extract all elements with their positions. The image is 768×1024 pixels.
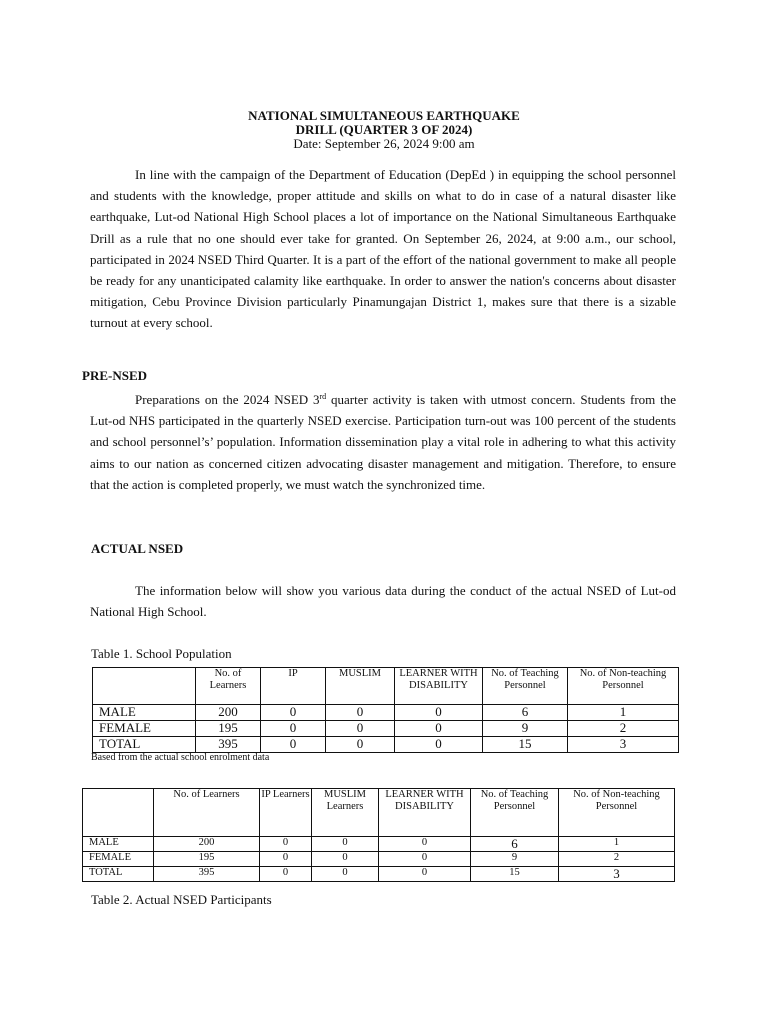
pre-nsed-text-start: Preparations on the 2024 NSED 3 [135,392,320,407]
school-population-table [92,667,679,753]
table-cell: 195 [154,852,260,867]
table-cell: 0 [312,867,379,882]
pre-nsed-text-end: quarter activity is taken with utmost concern. Students from the Lut-od NHS participated in the quarterly NSED exercise. Participation turn-out was 100 percent of the students and school personnel’s’ population. Information dissemination play a vital role in adhering to what this activity aims to our nation as concerned citizen advocating disaster management and mitigation. Therefore, to ensure that the action is completed properly, we must watch the synchronized time. [90,392,676,492]
table-row [83,837,675,852]
table1-source-note: Based from the actual school enrolment data [91,752,270,763]
table-cell: 200 [154,837,260,852]
table-cell: 0 [379,852,471,867]
table-cell: 15 [483,737,568,753]
header-cell: IP Learners [260,789,312,837]
table-cell: 9 [471,852,559,867]
table-cell: 0 [260,867,312,882]
header-cell: No. of Non-teaching Personnel [559,789,675,837]
table-cell: 9 [483,721,568,737]
header-cell [83,789,154,837]
table-cell: 195 [196,721,261,737]
pre-nsed-heading: PRE-NSED [82,368,148,383]
table-cell: 6 [483,705,568,721]
header-cell [93,668,196,705]
table-cell: 0 [312,852,379,867]
table-row [83,867,675,882]
row-label: MALE [93,705,196,721]
row-label: FEMALE [83,852,154,867]
table-cell: 0 [312,837,379,852]
table-row [93,737,679,753]
table-header-row [83,789,675,837]
table-cell: 3 [568,737,679,753]
table-cell: 0 [260,852,312,867]
table-cell: 0 [326,721,395,737]
row-label: TOTAL [93,737,196,753]
header-cell: MUSLIM Learners [312,789,379,837]
table-cell: 6 [471,837,559,852]
header-cell: LEARNER WITH DISABILITY [379,789,471,837]
table-cell: 0 [326,705,395,721]
table-cell: 15 [471,867,559,882]
header-cell: No. of Learners [196,668,261,705]
ordinal-superscript: rd [319,392,327,401]
title-line-2: DRILL (QUARTER 3 OF 2024) [295,122,473,137]
table-cell: 0 [261,721,326,737]
table-cell: 0 [260,837,312,852]
actual-nsed-paragraph: The information below will show you various data during the conduct of the actual NSED of Lut-od National High School. [90,583,676,620]
table-row [93,705,679,721]
table-cell: 2 [559,852,675,867]
header-cell: No. of Teaching Personnel [471,789,559,837]
table-cell: 0 [379,837,471,852]
table-cell: 0 [395,705,483,721]
row-label: TOTAL [83,867,154,882]
header-cell: MUSLIM [326,668,395,705]
table1-caption: Table 1. School Population [91,646,232,661]
title-line-1: NATIONAL SIMULTANEOUS EARTHQUAKE [248,108,520,123]
table-cell: 395 [196,737,261,753]
table-cell: 0 [395,737,483,753]
table2-caption: Table 2. Actual NSED Participants [91,892,272,907]
intro-paragraph: In line with the campaign of the Department of Education (DepEd ) in equipping the school personnel and students with the knowledge, proper attitude and skills on what to do in case of a natural disaster like earthquake, Lut-od National High School places a lot of importance on the National Simultaneous Earthquake Drill as a rule that no one should ever take for granted. On September 26, 2024, at 9:00 a.m., our school, participated in 2024 NSED Third Quarter. It is a part of the effort of the national government to make all people be ready for any unanticipated calamity like earthquake. In order to answer the nation's concerns about disaster mitigation, Cebu Province Division particularly Pinamungajan District 1, makes sure that there is a sizable turnout at every school. [90,167,676,331]
table-header-row [93,668,679,705]
table-cell: 0 [395,721,483,737]
table-cell: 395 [154,867,260,882]
table-cell: 0 [326,737,395,753]
header-cell: No. of Learners [154,789,260,837]
table-cell: 0 [261,737,326,753]
drill-date: Date: September 26, 2024 9:00 am [293,136,475,151]
actual-nsed-heading: ACTUAL NSED [91,541,184,556]
table-cell: 1 [568,705,679,721]
header-cell: No. of Teaching Personnel [483,668,568,705]
row-label: MALE [83,837,154,852]
header-cell: No. of Non-teaching Personnel [568,668,679,705]
table-cell: 2 [568,721,679,737]
pre-nsed-paragraph [90,389,676,495]
table-row [83,852,675,867]
table-cell: 3 [559,867,675,882]
header-cell: IP [261,668,326,705]
table-cell: 1 [559,837,675,852]
table-row [93,721,679,737]
table-cell: 0 [261,705,326,721]
table-cell: 0 [379,867,471,882]
actual-participants-table [82,788,675,882]
table-cell: 200 [196,705,261,721]
header-cell: LEARNER WITH DISABILITY [395,668,483,705]
row-label: FEMALE [93,721,196,737]
